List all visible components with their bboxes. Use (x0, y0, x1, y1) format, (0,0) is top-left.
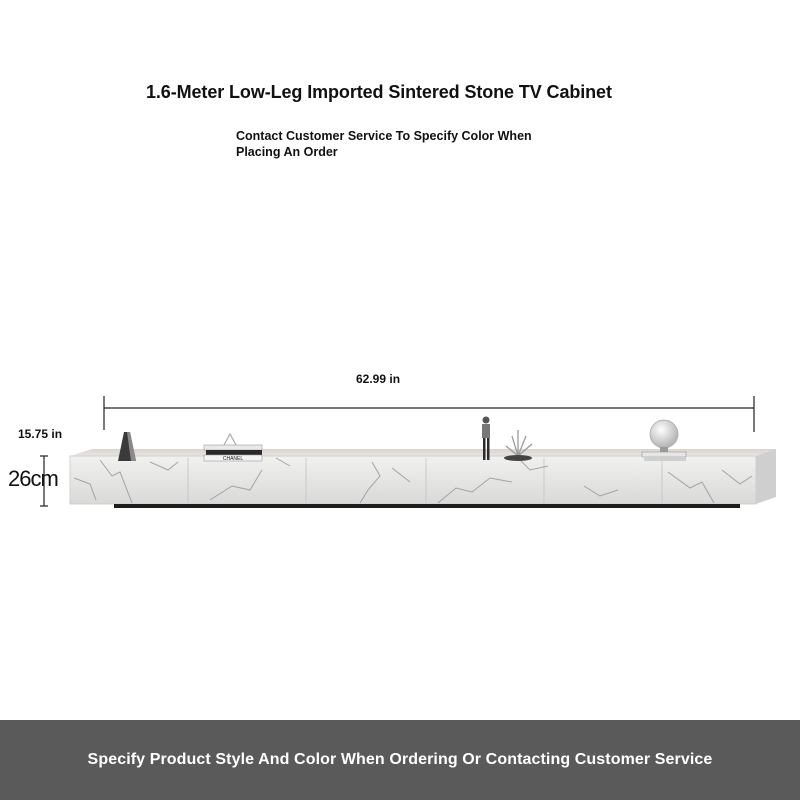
height-dimension-line (40, 456, 48, 506)
height-dimension-label: 26cm (8, 466, 58, 491)
depth-dimension-label: 15.75 in (18, 427, 63, 441)
vase-decor (118, 432, 136, 461)
product-title: 1.6-Meter Low-Leg Imported Sintered Stone TV Cabinet (146, 82, 612, 102)
footer-banner (0, 720, 800, 800)
coral-decor (504, 430, 532, 461)
book-label: CHANEL (222, 456, 244, 462)
book-stack-decor (204, 434, 262, 462)
color-notice: Contact Customer Service To Specify Color When Placing An Order (236, 129, 532, 159)
globe-lamp-decor (642, 420, 686, 461)
footer-notice: Specify Product Style And Color When Ordering Or Contacting Customer Service (87, 751, 713, 768)
width-dimension-label: 62.99 in (356, 372, 401, 386)
tv-cabinet-illustration (0, 390, 800, 530)
